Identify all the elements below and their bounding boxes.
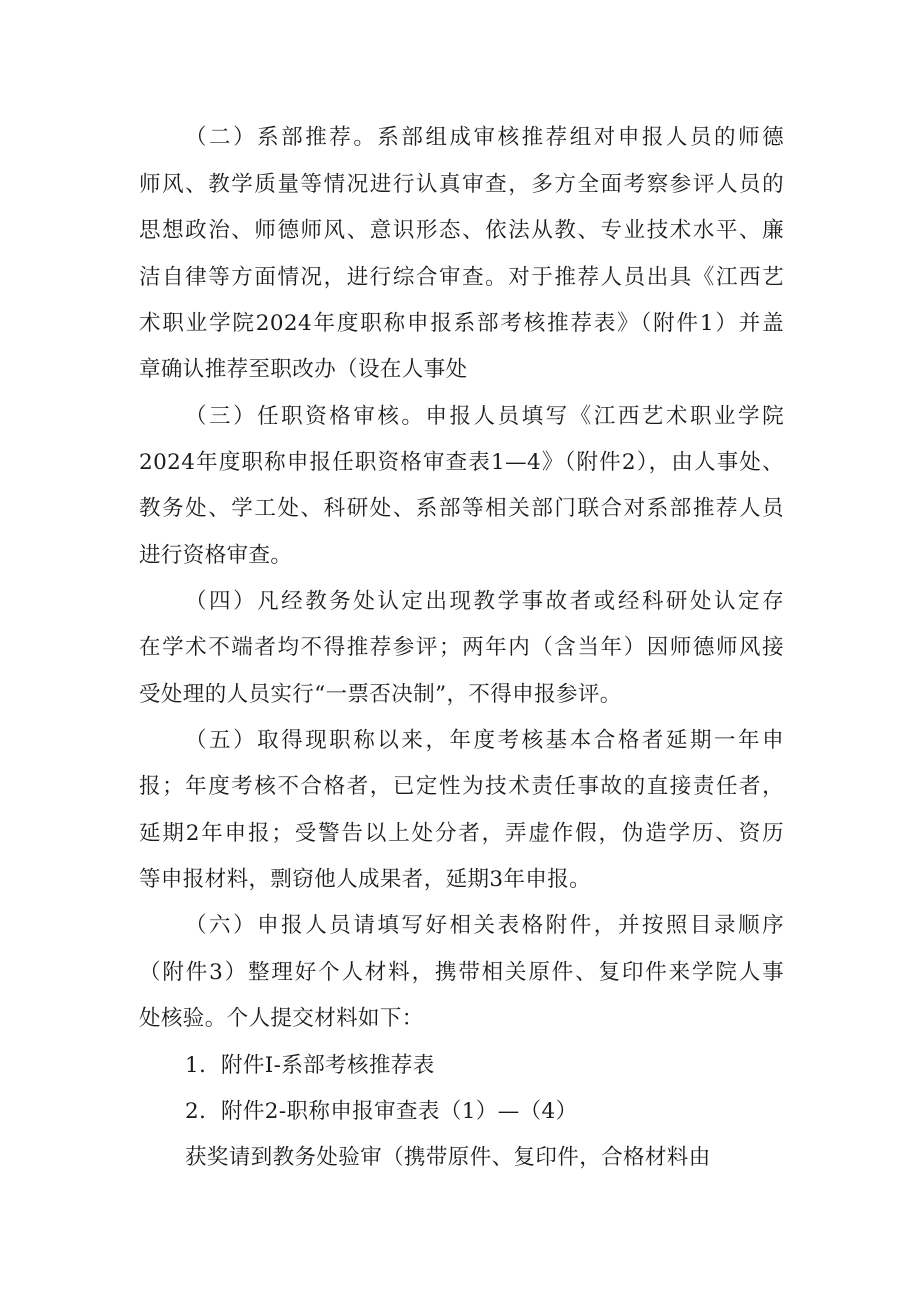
text-line: （附件3）整理好个人材料，携带相关原件、复印件来学院人事 [139, 960, 784, 985]
text-line: 处核验。个人提交材料如下： [139, 1006, 424, 1031]
text-line: 2024年度职称申报任职资格审查表1—4》（附件2），由人事处、 [139, 450, 784, 475]
list-item: 1．附件I-系部考核推荐表 [185, 1053, 435, 1078]
text-line: 获奖请到教务处验审（携带原件、复印件，合格材料由 [185, 1145, 711, 1170]
text-line: 章确认推荐至职改办（设在人事处 [139, 357, 468, 382]
text-line: 术职业学院2024年度职称申报系部考核推荐表》（附件1）并盖 [139, 311, 784, 336]
text-line: 等申报材料，剽窃他人成果者，延期3年申报。 [139, 867, 592, 892]
text-line: 在学术不端者均不得推荐参评；两年内（含当年）因师德师风接 [139, 635, 784, 660]
list-item: 2．附件2-职称申报审查表（1）—（4） [185, 1099, 578, 1124]
text-line: （四）凡经教务处认定出现教学事故者或经科研处认定存 [185, 589, 784, 614]
text-line: （二）系部推荐。系部组成审核推荐组对申报人员的师德 [185, 125, 784, 150]
text-line: 教务处、学工处、科研处、系部等相关部门联合对系部推荐人员 [139, 496, 784, 521]
text-line: （五）取得现职称以来，年度考核基本合格者延期一年申 [185, 728, 784, 753]
text-line: （六）申报人员请填写好相关表格附件，并按照目录顺序 [185, 913, 784, 938]
text-line: 师风、教学质量等情况进行认真审查，多方全面考察参评人员的 [139, 172, 784, 197]
text-line: 进行资格审查。 [139, 543, 293, 568]
text-line: 洁自律等方面情况，进行综合审查。对于推荐人员出具《江西艺 [139, 265, 784, 290]
text-line: 思想政治、师德师风、意识形态、依法从教、专业技术水平、廉 [139, 218, 784, 243]
text-line: 延期2年申报；受警告以上处分者，弄虚作假，伪造学历、资历 [139, 821, 784, 846]
text-line: 受处理的人员实行“一票否决制”，不得申报参评。 [139, 682, 622, 707]
text-line: （三）任职资格审核。申报人员填写《江西艺术职业学院 [185, 404, 784, 429]
text-line: 报；年度考核不合格者，已定性为技术责任事故的直接责任者， [139, 774, 784, 799]
